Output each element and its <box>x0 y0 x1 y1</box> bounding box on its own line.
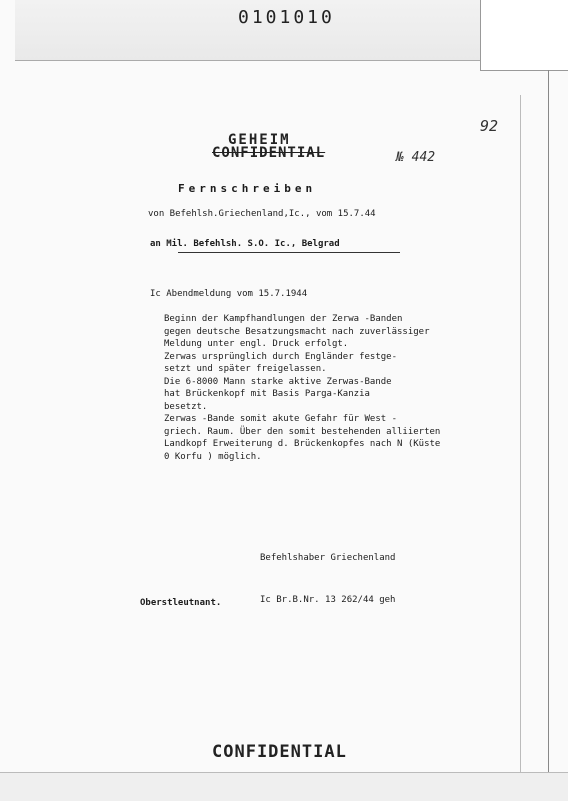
rank-line: Oberstleutnant. <box>140 598 222 608</box>
to-underline <box>178 252 400 253</box>
geheim-stamp: GEHEIM <box>228 132 291 148</box>
document-title: Fernschreiben <box>178 182 317 195</box>
serial-number: 0101010 <box>238 7 335 28</box>
to-line: an Mil. Befehlsh. S.O. Ic., Belgrad <box>150 239 340 249</box>
bottom-tape <box>0 772 568 801</box>
confidential-stamp-bottom: CONFIDENTIAL <box>212 742 347 762</box>
right-margin-line <box>520 95 521 785</box>
confidential-stamp: CONFIDENTIAL <box>212 145 326 161</box>
corner-notch <box>480 0 568 71</box>
subject-line: Ic Abendmeldung vom 15.7.1944 <box>150 289 308 299</box>
document-number: № 442 <box>396 150 436 165</box>
message-body: Beginn der Kampfhandlungen der Zerwa -Banden gegen deutsche Besatzungsmacht nach zuverlässiger Meldung unter engl. Druck erfolgt. Zerwas ursprünglich durch Engländer festge- setzt und später freigelassen. Die 6-8000 Mann starke aktive Zerwas-Bande hat Brückenkopf mit Basis Parga-Kanzia besetzt. Zerwas -Bande somit akute Gefahr für West - griech. Raum. Über den somit bestehenden alliierten Landkopf Erweiterung d. Brückenkopfes nach N (Küste 0 Korfu ) möglich. <box>164 314 441 462</box>
signature-line-2: Ic Br.B.Nr. 13 262/44 geh <box>260 595 396 605</box>
from-line: von Befehlsh.Griechenland,Ic., vom 15.7.44 <box>148 209 376 219</box>
signature-block <box>260 523 395 635</box>
right-border-line <box>548 70 549 790</box>
page-number: 92 <box>480 117 499 135</box>
signature-line-1: Befehlshaber Griechenland <box>260 553 396 563</box>
